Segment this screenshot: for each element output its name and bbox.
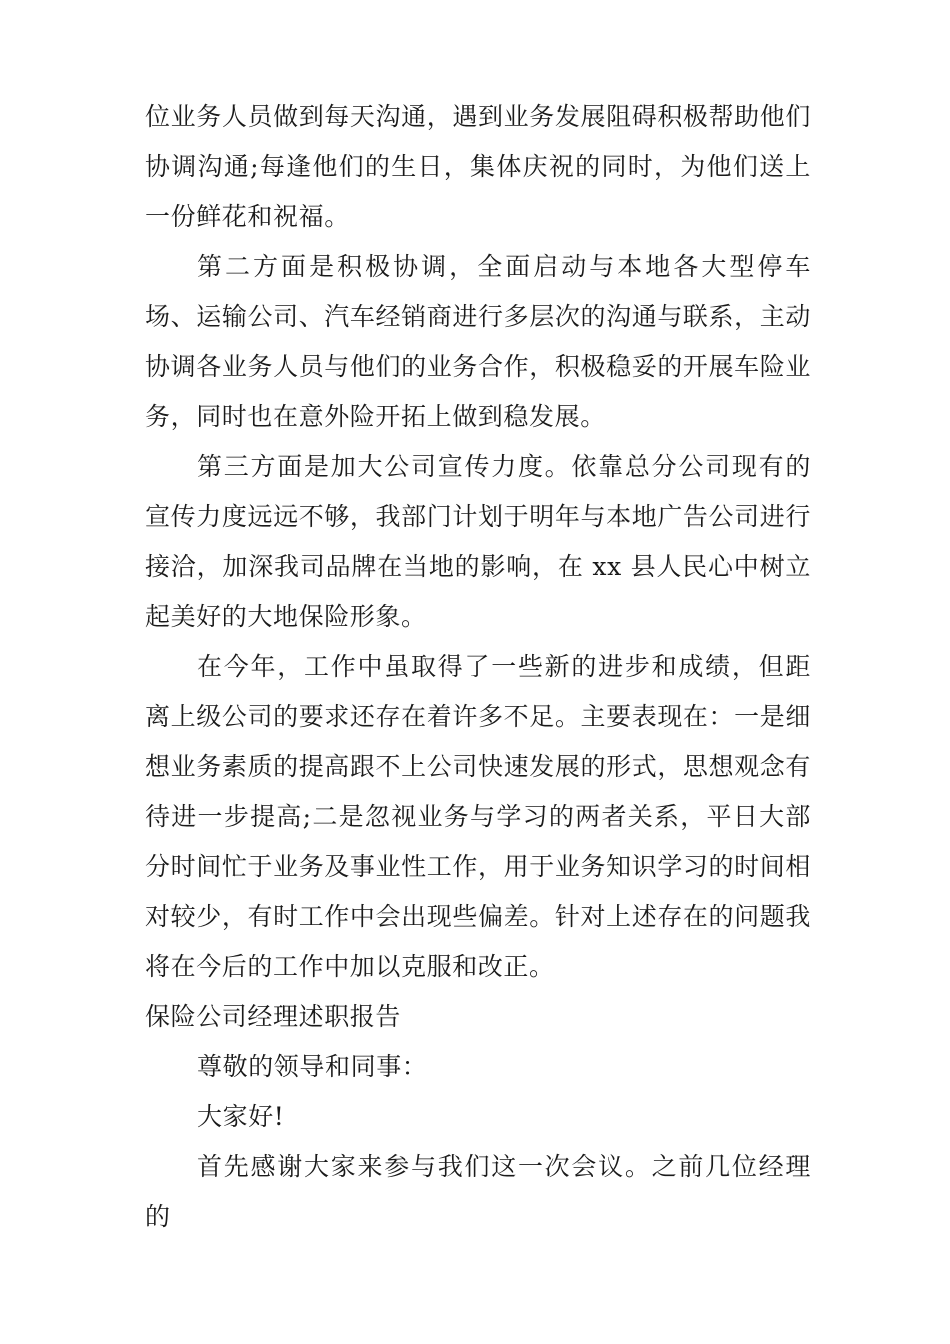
- salutation: 尊敬的领导和同事：: [197, 1052, 428, 1081]
- report-title: 保险公司经理述职报告: [145, 1002, 402, 1031]
- greeting: 大家好!: [197, 1102, 285, 1131]
- paragraph-continuation: 位业务人员做到每天沟通，遇到业务发展阻碍积极帮助他们协调沟通;每逢他们的生日，集体庆祝的同时，为他们送上一份鲜花和祝福。: [145, 102, 811, 231]
- document-body: [145, 92, 811, 1242]
- paragraph-shortcomings: 在今年，工作中虽取得了一些新的进步和成绩，但距离上级公司的要求还存在着许多不足。主要表现在：一是细想业务素质的提高跟不上公司快速发展的形式，思想观念有待进一步提高;二是忽视业务与学习的两者关系，平日大部分时间忙于业务及事业性工作，用于业务知识学习的时间相对较少，有时工作中会出现些偏差。针对上述存在的问题我将在今后的工作中加以克服和改正。: [145, 652, 811, 981]
- paragraph-second-aspect: 第二方面是积极协调，全面启动与本地各大型停车场、运输公司、汽车经销商进行多层次的沟通与联系，主动协调各业务人员与他们的业务合作，积极稳妥的开展车险业务，同时也在意外险开拓上做到稳发展。: [145, 252, 811, 431]
- paragraph-third-aspect: 第三方面是加大公司宣传力度。依靠总分公司现有的宣传力度远远不够，我部门计划于明年与本地广告公司进行接洽，加深我司品牌在当地的影响，在 xx 县人民心中树立起美好的大地保险形象。: [145, 452, 811, 631]
- paragraph-opening: 首先感谢大家来参与我们这一次会议。之前几位经理的: [145, 1152, 811, 1231]
